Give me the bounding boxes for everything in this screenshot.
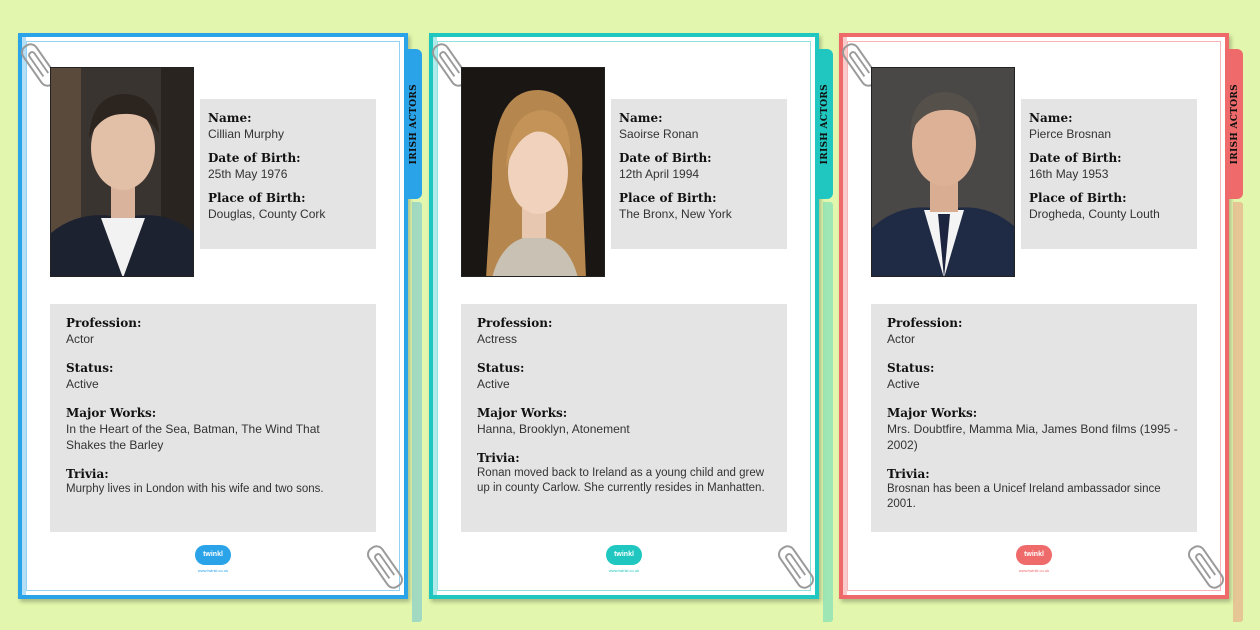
name-value: Pierce Brosnan	[1029, 127, 1112, 141]
dob-label: Date of Birth:	[619, 151, 712, 165]
works-label: Major Works:	[887, 406, 978, 420]
trivia-label: Trivia:	[66, 467, 109, 481]
profession-value: Actress	[477, 332, 518, 346]
profession-label: Profession:	[477, 316, 553, 330]
paperclip-icon	[364, 542, 406, 592]
dob-label: Date of Birth:	[208, 151, 301, 165]
paperclip-icon	[1185, 542, 1227, 592]
dob-value: 16th May 1953	[1029, 167, 1109, 181]
profession-value: Actor	[66, 332, 95, 346]
identity-box	[1021, 99, 1197, 249]
category-tab-label: IRISH ACTORS	[1230, 83, 1240, 165]
trivia-value: Brosnan has been a Unicef Ireland ambassador since 2001.	[887, 483, 1161, 510]
identity-box	[611, 99, 787, 249]
name-label: Name:	[208, 111, 252, 125]
card-edge	[429, 33, 437, 599]
status-label: Status:	[477, 361, 525, 375]
pob-label: Place of Birth:	[1029, 191, 1127, 205]
status-value: Active	[477, 377, 510, 391]
name-value: Cillian Murphy	[208, 127, 285, 141]
dob-value: 25th May 1976	[208, 167, 288, 181]
category-tab	[1227, 49, 1243, 199]
category-tab-label: IRISH ACTORS	[820, 83, 830, 165]
actor-photo	[50, 67, 194, 277]
fact-card-saoirse-ronan	[429, 33, 830, 599]
status-value: Active	[66, 377, 99, 391]
name-label: Name:	[1029, 111, 1073, 125]
twinkl-logo	[1016, 545, 1052, 573]
actor-photo	[871, 67, 1015, 277]
logo-mark: twinkl	[195, 545, 231, 565]
name-label: Name:	[619, 111, 663, 125]
status-label: Status:	[887, 361, 935, 375]
trivia-value: Ronan moved back to Ireland as a young child and grew up in county Carlow. She currently resides in Manhatten.	[477, 467, 765, 494]
pob-value: The Bronx, New York	[619, 207, 732, 221]
pob-value: Drogheda, County Louth	[1029, 207, 1160, 221]
twinkl-logo	[606, 545, 642, 573]
works-value: Hanna, Brooklyn, Atonement	[477, 422, 630, 436]
profession-label: Profession:	[887, 316, 963, 330]
category-tab	[406, 49, 422, 199]
dob-label: Date of Birth:	[1029, 151, 1122, 165]
works-value: In the Heart of the Sea, Batman, The Wind That Shakes the Barley	[66, 422, 320, 452]
category-tab-label: IRISH ACTORS	[409, 83, 419, 165]
profession-value: Actor	[887, 332, 916, 346]
name-value: Saoirse Ronan	[619, 127, 699, 141]
tab-strip	[823, 202, 833, 622]
logo-url: www.twinkl.co.uk	[197, 568, 229, 573]
status-value: Active	[887, 377, 920, 391]
works-value: Mrs. Doubtfire, Mamma Mia, James Bond films (1995 - 2002)	[887, 422, 1178, 452]
category-tab	[817, 49, 833, 199]
trivia-label: Trivia:	[477, 451, 520, 465]
trivia-label: Trivia:	[887, 467, 930, 481]
tab-strip	[412, 202, 422, 622]
details-box	[461, 304, 787, 532]
details-box	[50, 304, 376, 532]
paperclip-icon	[775, 542, 817, 592]
logo-url: www.twinkl.co.uk	[1018, 568, 1050, 573]
logo-url: www.twinkl.co.uk	[608, 568, 640, 573]
pob-value: Douglas, County Cork	[208, 207, 326, 221]
fact-card-cillian-murphy	[18, 33, 419, 599]
profession-label: Profession:	[66, 316, 142, 330]
actor-photo	[461, 67, 605, 277]
logo-mark: twinkl	[606, 545, 642, 565]
pob-label: Place of Birth:	[619, 191, 717, 205]
fact-card-pierce-brosnan	[839, 33, 1240, 599]
dob-value: 12th April 1994	[619, 167, 700, 181]
card-edge	[839, 33, 847, 599]
logo-mark: twinkl	[1016, 545, 1052, 565]
tab-strip	[1233, 202, 1243, 622]
trivia-value: Murphy lives in London with his wife and two sons.	[66, 483, 324, 495]
twinkl-logo	[195, 545, 231, 573]
status-label: Status:	[66, 361, 114, 375]
details-box	[871, 304, 1197, 532]
works-label: Major Works:	[477, 406, 568, 420]
card-edge	[18, 33, 26, 599]
pob-label: Place of Birth:	[208, 191, 306, 205]
identity-box	[200, 99, 376, 249]
works-label: Major Works:	[66, 406, 157, 420]
